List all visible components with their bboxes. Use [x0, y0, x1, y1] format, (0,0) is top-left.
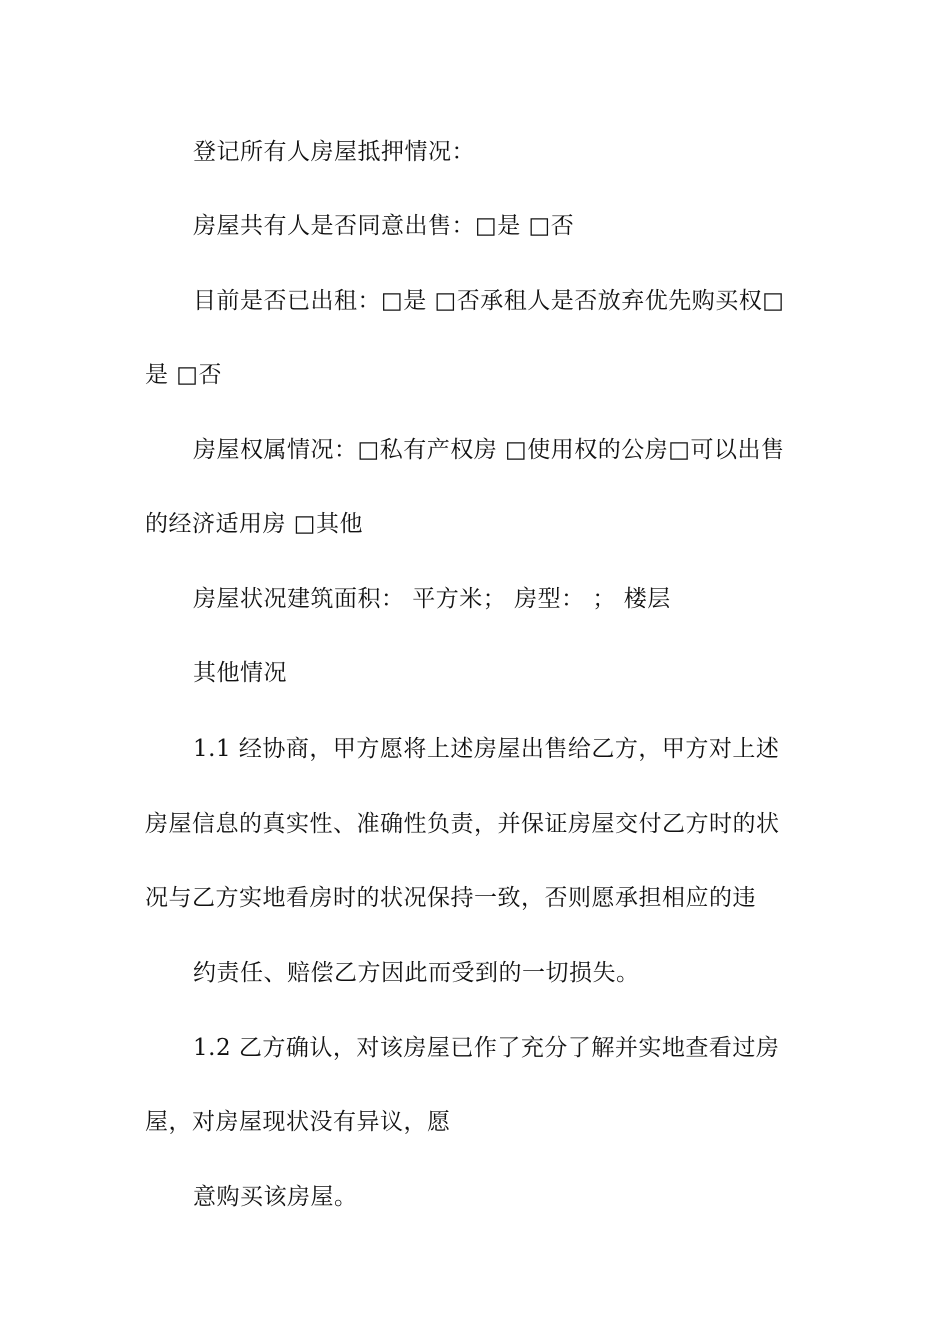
text-line-rental-status-cont: 是 □否 [145, 362, 223, 388]
text-line-rental-status: 目前是否已出租：□是 □否承租人是否放弃优先购买权□ [193, 288, 785, 314]
text-line-ownership: 房屋权属情况：□私有产权房 □使用权的公房□可以出售 [193, 437, 785, 463]
text-line-clause-1-1-cont-2: 况与乙方实地看房时的状况保持一致，否则愿承担相应的违 [145, 885, 756, 911]
text-line-property-condition: 房屋状况建筑面积： 平方米； 房型： ； 楼层 [193, 586, 671, 612]
text-line-mortgage: 登记所有人房屋抵押情况： [193, 139, 475, 165]
text-line-clause-1-2-cont-1: 屋，对房屋现状没有异议，愿 [145, 1109, 451, 1135]
text-line-clause-1-1-cont-1: 房屋信息的真实性、准确性负责，并保证房屋交付乙方时的状 [145, 811, 780, 837]
text-line-clause-1-1-cont-3: 约责任、赔偿乙方因此而受到的一切损失。 [193, 960, 640, 986]
text-line-co-owner-consent: 房屋共有人是否同意出售：□是 □否 [193, 213, 575, 239]
text-line-clause-1-2: 1.2 乙方确认，对该房屋已作了充分了解并实地查看过房 [193, 1035, 780, 1061]
text-line-ownership-cont: 的经济适用房 □其他 [145, 511, 364, 537]
text-line-clause-1-2-cont-2: 意购买该房屋。 [193, 1184, 358, 1210]
text-line-other: 其他情况 [193, 660, 287, 686]
text-line-clause-1-1: 1.1 经协商，甲方愿将上述房屋出售给乙方，甲方对上述 [193, 736, 780, 762]
